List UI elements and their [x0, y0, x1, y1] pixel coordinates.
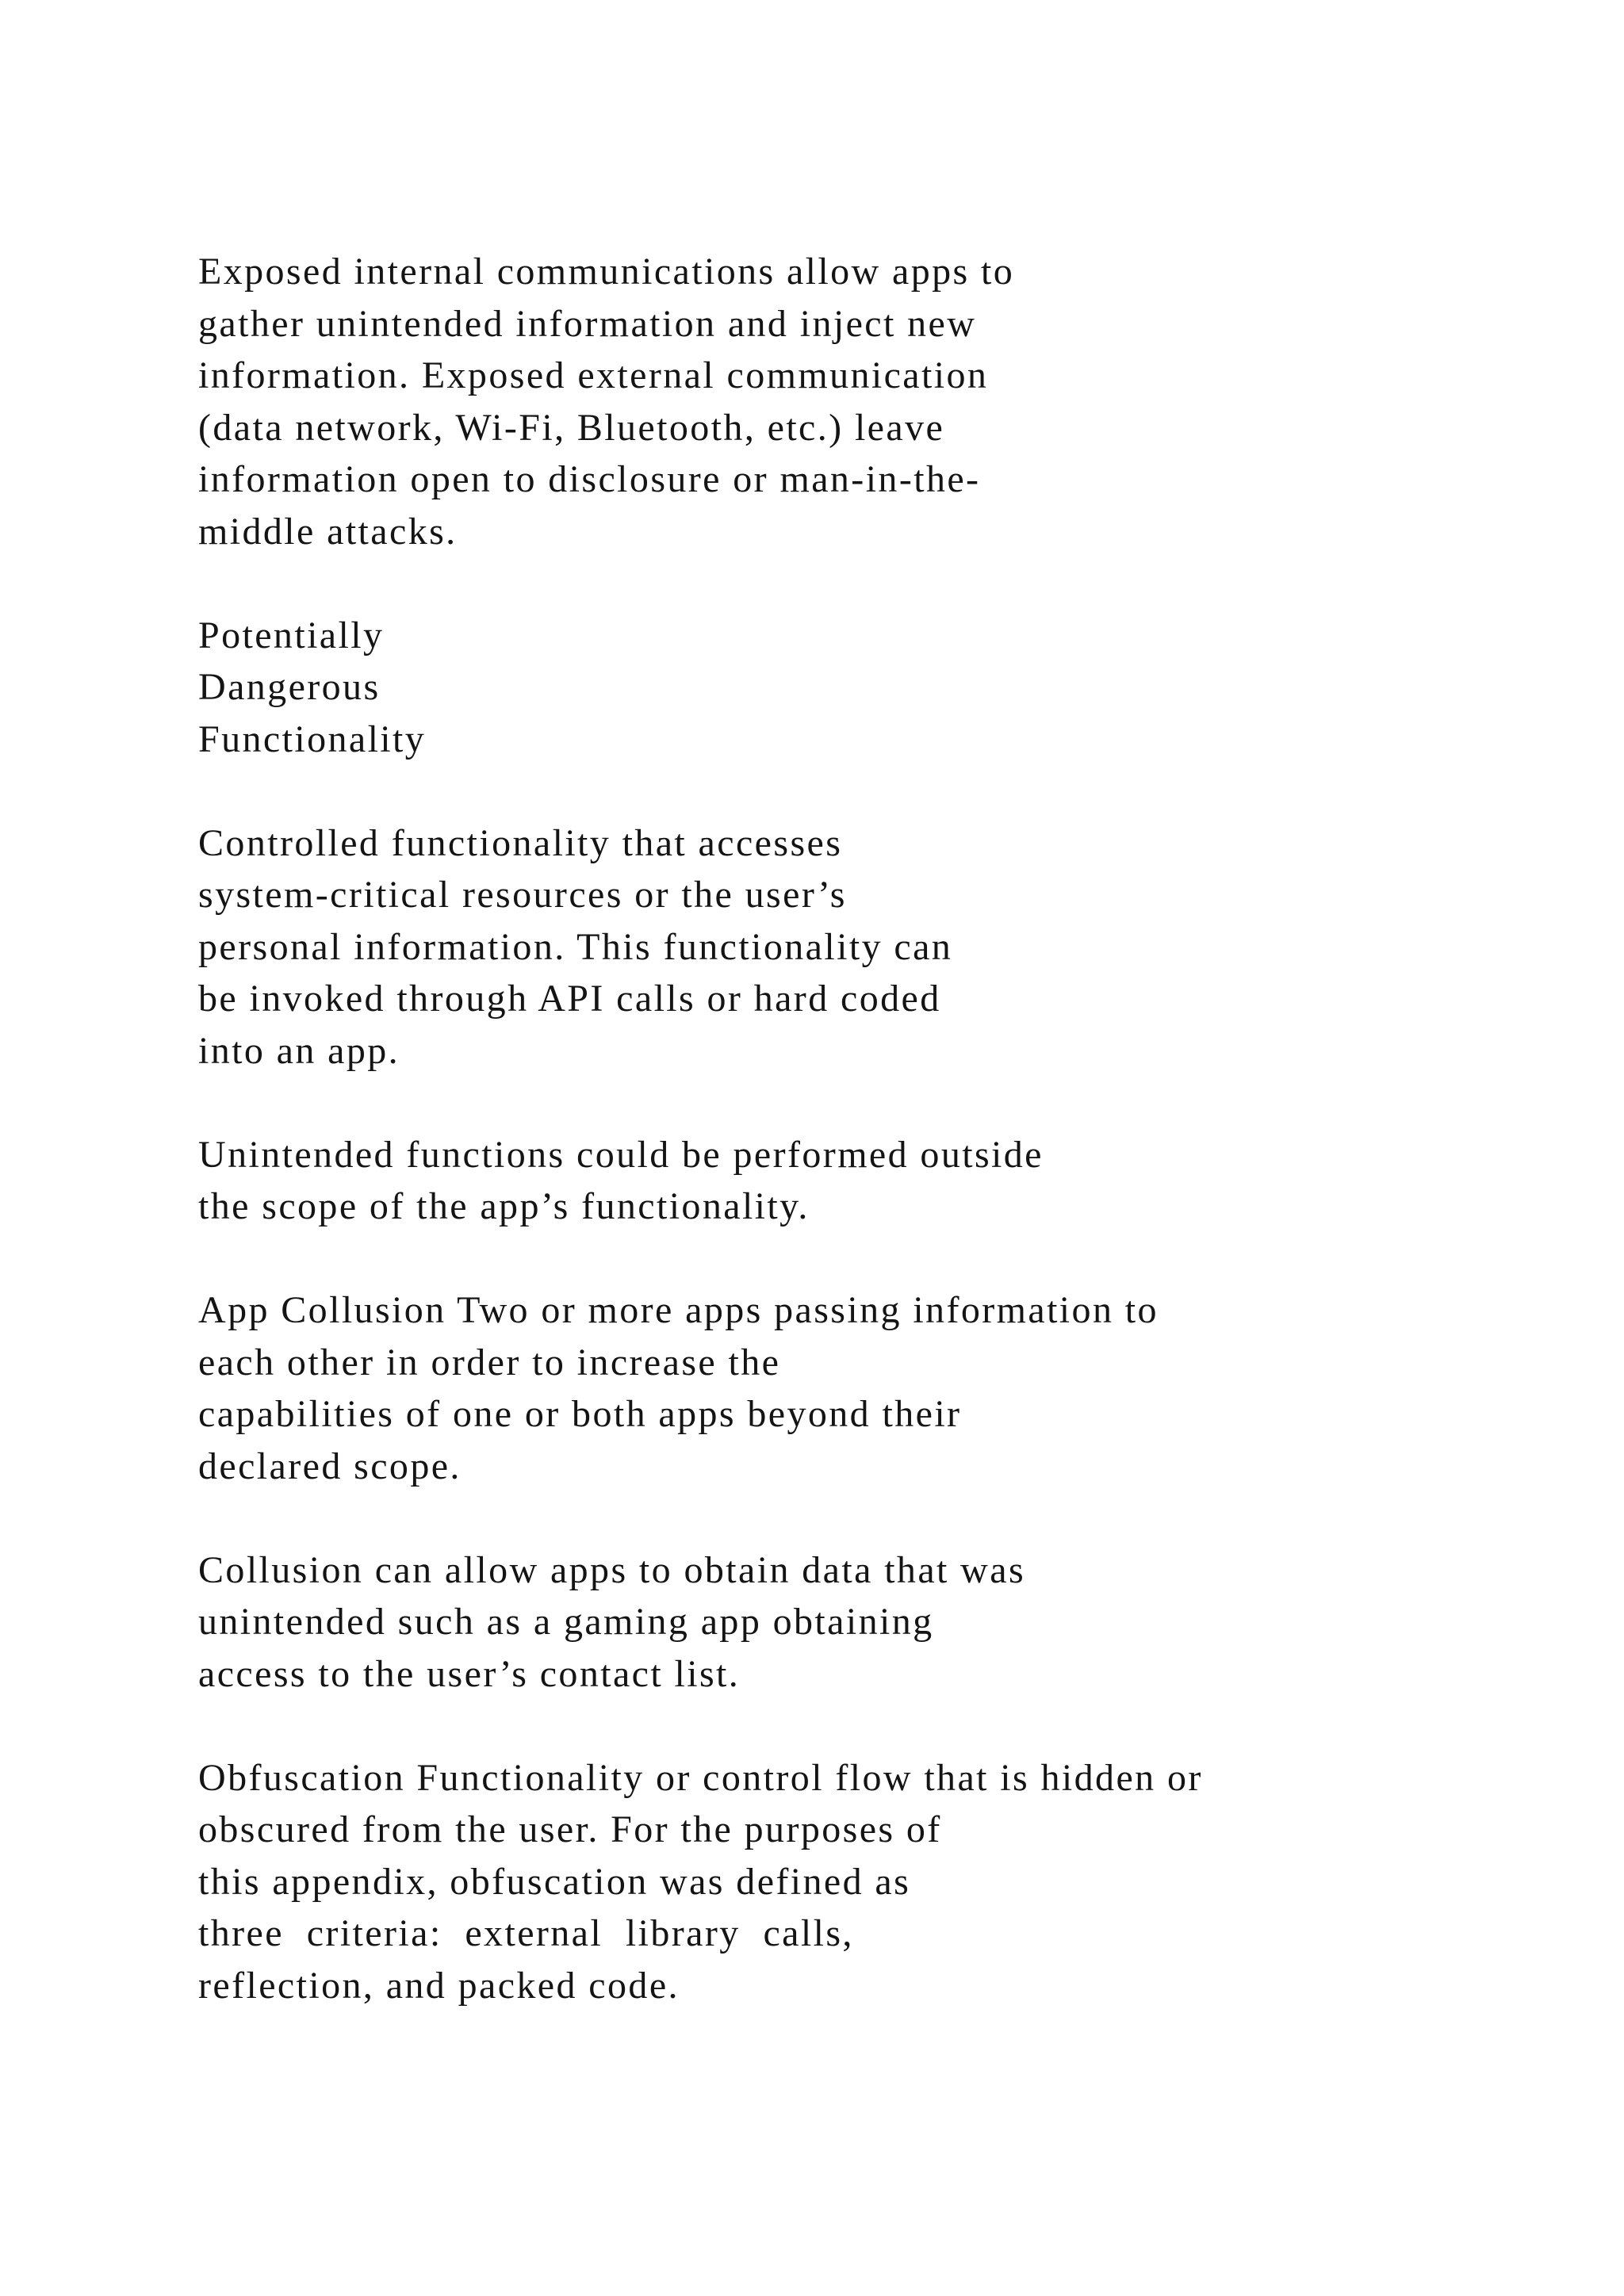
text-line: Functionality [198, 718, 427, 760]
text-line: into an app. [198, 1029, 400, 1072]
text-line: capabilities of one or both apps beyond their [198, 1393, 962, 1435]
text-line: information. Exposed external communication [198, 354, 989, 396]
text-line: reflection, and packed code. [198, 1964, 680, 2007]
document-body [198, 246, 1594, 2064]
paragraph-obfuscation [198, 1752, 1594, 2012]
text-line: declared scope. [198, 1445, 462, 1487]
text-line: Controlled functionality that accesses [198, 821, 843, 864]
paragraph-controlled-functionality [198, 817, 1594, 1077]
text-line: (data network, Wi-Fi, Bluetooth, etc.) leave [198, 406, 945, 449]
text-line: unintended such as a gaming app obtaining [198, 1601, 934, 1643]
text-line: this appendix, obfuscation was defined as [198, 1860, 911, 1903]
text-line: middle attacks. [198, 510, 458, 553]
text-line: Obfuscation Functionality or control flow that is hidden or [198, 1756, 1203, 1799]
text-line: Exposed internal communications allow apps to [198, 251, 1015, 293]
text-line: access to the user’s contact list. [198, 1652, 741, 1695]
text-line: each other in order to increase the [198, 1341, 781, 1383]
paragraph-unintended-functions [198, 1129, 1594, 1233]
text-line: personal information. This functionality can [198, 925, 953, 968]
text-line: the scope of the app’s functionality. [198, 1185, 810, 1227]
text-line: obscured from the user. For the purposes of [198, 1808, 942, 1850]
text-line: system-critical resources or the user’s [198, 874, 847, 916]
paragraph-exposed-communications [198, 246, 1594, 557]
text-line: information open to disclosure or man-in-the- [198, 458, 981, 500]
text-line: gather unintended information and inject new [198, 302, 977, 345]
paragraph-app-collusion [198, 1284, 1594, 1492]
text-line: three criteria: external library calls, [198, 1912, 854, 1954]
paragraph-collusion-example [198, 1544, 1594, 1701]
text-line: Dangerous [198, 666, 381, 708]
text-line: App Collusion Two or more apps passing information to [198, 1289, 1159, 1331]
text-line: Potentially [198, 614, 385, 656]
text-line: be invoked through API calls or hard coded [198, 978, 941, 1020]
text-line: Collusion can allow apps to obtain data that was [198, 1548, 1026, 1591]
text-line: Unintended functions could be performed outside [198, 1133, 1044, 1176]
heading-potentially-dangerous-functionality [198, 610, 1594, 766]
